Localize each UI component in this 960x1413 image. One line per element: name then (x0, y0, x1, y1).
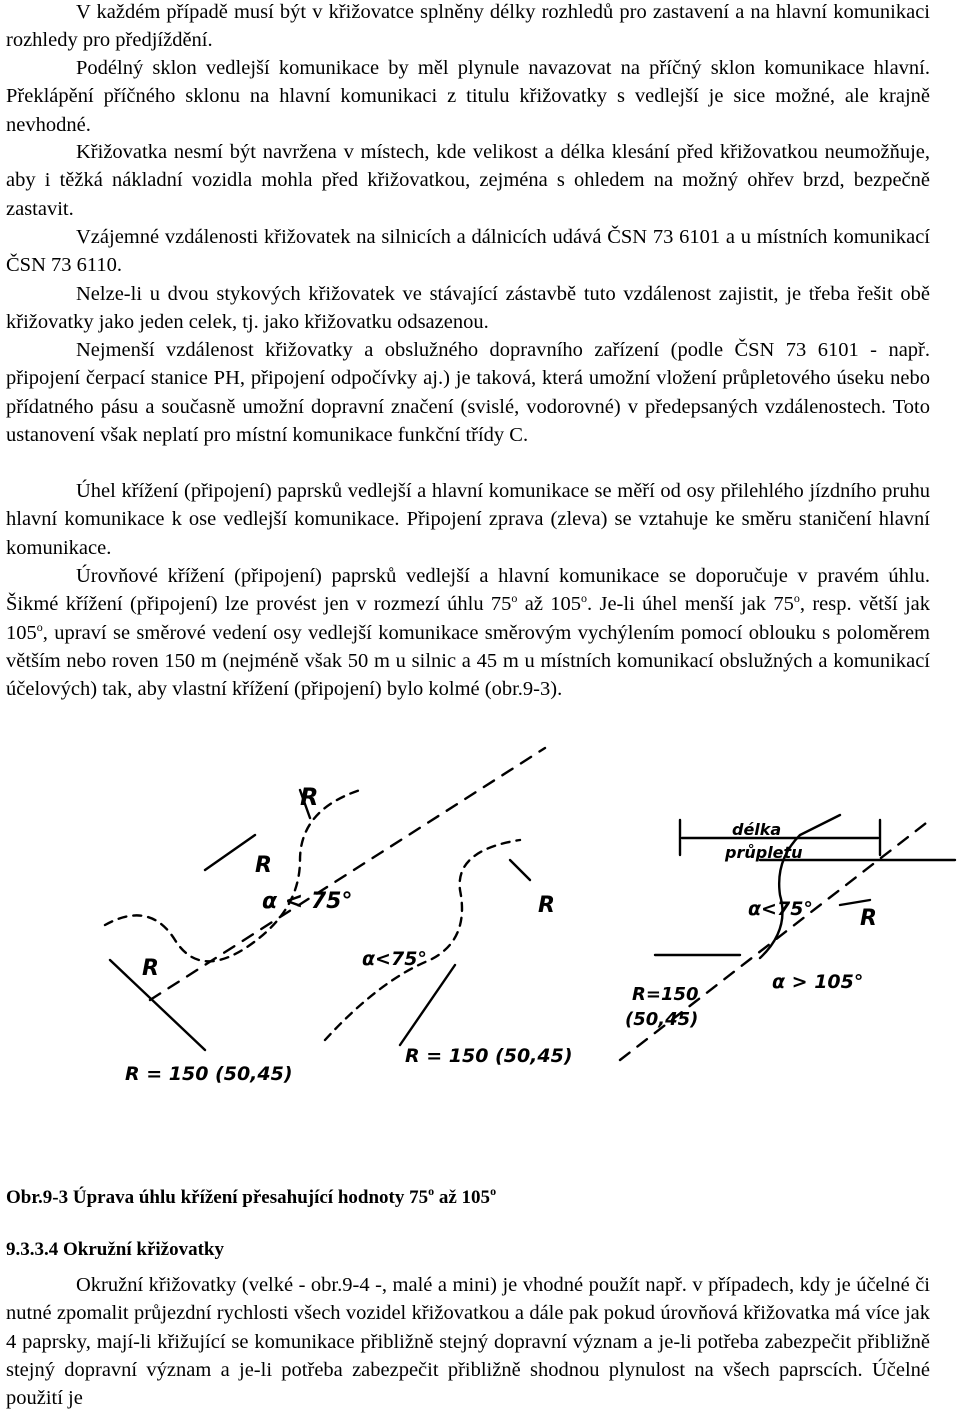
paragraph-vzdalenosti: Vzájemné vzdálenosti křižovatek na silnicích a dálnicích udává ČSN 73 6101 a u místních komunikací ČSN 73 6110. (6, 226, 930, 277)
paragraph-stykove: Nelze-li u dvou stykových křižovatek ve stávající zástavbě tuto vzdálenost zajistit, je třeba řešit obě křižovatky jako jeden celek, tj. jako křižovatku odsazenou. (6, 283, 930, 334)
label-r-right: R (860, 906, 877, 931)
caption-sup-2: o (490, 1184, 497, 1198)
text-a: Úrovňové křížení (připojení) paprsků vedlejší a hlavní komunikace se doporučuje v pravém úhlu. Šikmé křížení (připojení) lze provést jen v rozmezí úhlu 75 (6, 565, 930, 616)
text-b: až 105 (517, 593, 582, 616)
label-alpha-lt75-left: α < 75° (262, 889, 353, 914)
paragraph-urovnove-krizeni (6, 562, 930, 703)
section-title: Okružní křižovatky (63, 1239, 224, 1260)
degree-sup-2: o (581, 591, 588, 606)
label-pruplet: průpletu (725, 843, 803, 862)
paragraph-obsluzne-zarizeni: Nejmenší vzdálenost křižovatky a obslužného dopravního zařízení (podle ČSN 73 6101 - např. připojení čerpací stanice PH, připojení odpočívky aj.) je taková, která umožní vložení průpletového úseku nebo přídatného pásu a současně umožní dopravní značení (svislé, vodorovné) v předepsaných vzdálenostech. Toto ustanovení však neplatí pro místní komunikace funkční třídy C. (6, 339, 930, 446)
text-c: . Je-li úhel menší jak 75 (587, 593, 794, 616)
label-alpha-gt105: α > 105° (772, 971, 864, 993)
paragraph-okruzni: Okružní křižovatky (velké - obr.9-4 -, malé a mini) je vhodné použít např. v případech, kdy je účelné či nutné zpomalit průjezdní rychlosti všech vozidel křižovatkou a dále pak pokud úrovňová křižovatka má více jak 4 paprsky, mají-li křižující se komunikace přibližně stejný dopravní význam a je-li potřeba zabezpečit přibližně stejný dopravní význam a je-li potřeba zabezpečit přibližně shodnou plynulost na všech paprscích. Účelné použití je (6, 1274, 930, 1410)
paragraph-rozhledy: V každém případě musí být v křižovatce splněny délky rozhledů pro zastavení a na hlavní komunikaci rozhledy pro předjíždění. (6, 1, 930, 52)
label-r150-right-1: R=150 (632, 984, 699, 1005)
text-e: , upraví se směrové vedení osy vedlejší komunikace směrovým vychýlením pomocí oblouku s poloměrem větším nebo roven 150 m (nejméně však 50 m u silnic a 45 m u místních komunikací obslužných a komunikací účelových) tak, aby vlastní křížení (připojení) bylo kolmé (obr.9-3). (6, 621, 930, 701)
section-heading (6, 1239, 224, 1261)
label-r150-middle: R = 150 (50,45) (405, 1045, 573, 1067)
paragraph-klesani: Křižovatka nesmí být navržena v místech, kde velikost a délka klesání před křižovatkou neumožňuje, aby i těžká nákladní vozidla mohla před křižovatkou, zejména s ohledem na možný ohřev brzd, bezpečně zastavit. (6, 141, 930, 220)
paragraph-sklon: Podélný sklon vedlejší komunikace by měl plynule navazovat na příčný sklon komunikace hlavní. Překlápění příčného sklonu na hlavní komunikaci z titulu křižovatky s vedlejší je sice možné, ale krajně nevhodné. (6, 57, 930, 136)
text-d: , resp. větší jak 105 (6, 593, 931, 644)
caption-text: Obr.9-3 Úprava úhlu křížení přesahující hodnoty 75 (6, 1187, 429, 1208)
caption-mid: až 105 (434, 1187, 491, 1208)
section-number: 9.3.3.4 (6, 1239, 59, 1260)
label-r-middle: R (538, 893, 555, 918)
side-road-curve-left (105, 790, 360, 961)
label-r1: R (142, 956, 159, 981)
figure-9-3-sketch (0, 738, 960, 1158)
label-r-left: R (255, 853, 272, 878)
degree-sup-4: o (36, 619, 43, 634)
label-r150-right-2: (50,45) (625, 1009, 699, 1030)
degree-sup-3: o (793, 591, 800, 606)
figure-caption (6, 1184, 497, 1209)
label-r-top: R (300, 783, 319, 811)
label-delka: délka (732, 820, 782, 839)
paragraph-uhel-krizeni: Úhel křížení (připojení) paprsků vedlejší a hlavní komunikace se měří od osy přilehlého jízdního pruhu hlavní komunikace k ose vedlejší komunikace. Připojení zprava (zleva) se vztahuje ke směru staničení hlavní komunikace. (6, 480, 930, 559)
label-r150-left: R = 150 (50,45) (125, 1063, 293, 1085)
label-alpha-lt75-right: α<75° (748, 898, 813, 920)
label-alpha-lt75-middle: α<75° (362, 948, 427, 970)
degree-sup-1: o (511, 591, 518, 606)
caption-sup-1: o (428, 1184, 435, 1198)
